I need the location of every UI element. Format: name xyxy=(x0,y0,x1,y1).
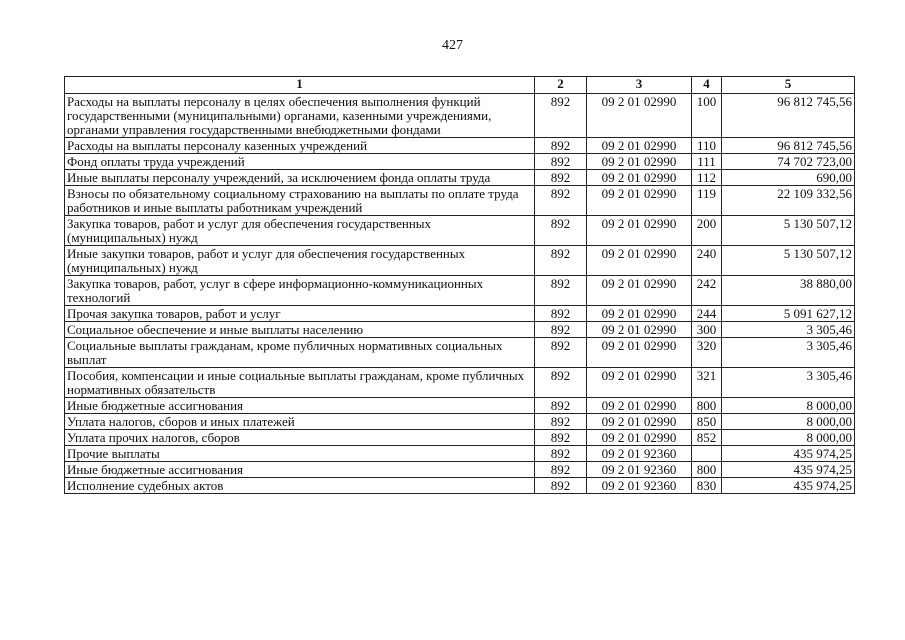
cell-amount: 38 880,00 xyxy=(722,276,855,306)
cell-name: Расходы на выплаты персоналу казенных учреждений xyxy=(65,138,535,154)
column-header-1: 1 xyxy=(65,77,535,94)
cell-code: 892 xyxy=(535,446,587,462)
table-row xyxy=(65,186,855,216)
table-row xyxy=(65,414,855,430)
cell-amount: 435 974,25 xyxy=(722,478,855,494)
cell-name: Уплата прочих налогов, сборов xyxy=(65,430,535,446)
cell-amount: 74 702 723,00 xyxy=(722,154,855,170)
table-row xyxy=(65,446,855,462)
cell-amount: 3 305,46 xyxy=(722,322,855,338)
cell-type-code: 321 xyxy=(692,368,722,398)
cell-section-code: 09 2 01 02990 xyxy=(587,414,692,430)
cell-code: 892 xyxy=(535,94,587,138)
cell-amount: 435 974,25 xyxy=(722,462,855,478)
cell-type-code: 300 xyxy=(692,322,722,338)
cell-name: Уплата налогов, сборов и иных платежей xyxy=(65,414,535,430)
cell-code: 892 xyxy=(535,430,587,446)
cell-type-code: 240 xyxy=(692,246,722,276)
cell-type-code: 119 xyxy=(692,186,722,216)
table-row xyxy=(65,322,855,338)
cell-code: 892 xyxy=(535,414,587,430)
cell-amount: 435 974,25 xyxy=(722,446,855,462)
cell-type-code: 800 xyxy=(692,398,722,414)
cell-section-code: 09 2 01 02990 xyxy=(587,138,692,154)
cell-amount: 96 812 745,56 xyxy=(722,138,855,154)
cell-amount: 8 000,00 xyxy=(722,414,855,430)
cell-name: Взносы по обязательному социальному страхованию на выплаты по оплате труда работников и иные выплаты работникам учреждений xyxy=(65,186,535,216)
cell-type-code: 852 xyxy=(692,430,722,446)
table-row xyxy=(65,462,855,478)
cell-code: 892 xyxy=(535,170,587,186)
cell-name: Прочая закупка товаров, работ и услуг xyxy=(65,306,535,322)
cell-amount: 96 812 745,56 xyxy=(722,94,855,138)
cell-amount: 5 091 627,12 xyxy=(722,306,855,322)
table-row xyxy=(65,430,855,446)
cell-type-code: 200 xyxy=(692,216,722,246)
cell-code: 892 xyxy=(535,462,587,478)
cell-section-code: 09 2 01 02990 xyxy=(587,186,692,216)
cell-name: Социальное обеспечение и иные выплаты населению xyxy=(65,322,535,338)
page-number: 427 xyxy=(442,38,463,53)
table-row xyxy=(65,338,855,368)
cell-name: Иные выплаты персоналу учреждений, за исключением фонда оплаты труда xyxy=(65,170,535,186)
cell-type-code: 100 xyxy=(692,94,722,138)
budget-table xyxy=(64,76,855,494)
cell-section-code: 09 2 01 92360 xyxy=(587,478,692,494)
cell-section-code: 09 2 01 02990 xyxy=(587,368,692,398)
cell-section-code: 09 2 01 02990 xyxy=(587,276,692,306)
cell-code: 892 xyxy=(535,368,587,398)
cell-code: 892 xyxy=(535,398,587,414)
column-header-5: 5 xyxy=(722,77,855,94)
table-row xyxy=(65,398,855,414)
cell-section-code: 09 2 01 02990 xyxy=(587,154,692,170)
cell-section-code: 09 2 01 92360 xyxy=(587,462,692,478)
table-row xyxy=(65,276,855,306)
cell-type-code: 112 xyxy=(692,170,722,186)
cell-name: Социальные выплаты гражданам, кроме публичных нормативных социальных выплат xyxy=(65,338,535,368)
table-header-row xyxy=(65,77,855,94)
cell-code: 892 xyxy=(535,138,587,154)
cell-section-code: 09 2 01 02990 xyxy=(587,398,692,414)
cell-amount: 3 305,46 xyxy=(722,338,855,368)
cell-amount: 5 130 507,12 xyxy=(722,246,855,276)
table-row xyxy=(65,94,855,138)
cell-section-code: 09 2 01 02990 xyxy=(587,94,692,138)
cell-code: 892 xyxy=(535,154,587,170)
cell-code: 892 xyxy=(535,322,587,338)
table-row xyxy=(65,138,855,154)
cell-name: Иные бюджетные ассигнования xyxy=(65,462,535,478)
column-header-3: 3 xyxy=(587,77,692,94)
cell-amount: 8 000,00 xyxy=(722,398,855,414)
cell-name: Исполнение судебных актов xyxy=(65,478,535,494)
cell-name: Прочие выплаты xyxy=(65,446,535,462)
cell-code: 892 xyxy=(535,478,587,494)
cell-code: 892 xyxy=(535,338,587,368)
cell-amount: 3 305,46 xyxy=(722,368,855,398)
cell-section-code: 09 2 01 02990 xyxy=(587,430,692,446)
cell-name: Расходы на выплаты персоналу в целях обеспечения выполнения функций государственными (муниципальными) органами, казенными учреждениями, органами управления государственными внебюджетными фондами xyxy=(65,94,535,138)
table-row xyxy=(65,306,855,322)
cell-type-code: 110 xyxy=(692,138,722,154)
cell-name: Пособия, компенсации и иные социальные выплаты гражданам, кроме публичных нормативных обязательств xyxy=(65,368,535,398)
cell-section-code: 09 2 01 02990 xyxy=(587,306,692,322)
cell-type-code: 320 xyxy=(692,338,722,368)
column-header-4: 4 xyxy=(692,77,722,94)
cell-name: Закупка товаров, работ, услуг в сфере информационно-коммуникационных технологий xyxy=(65,276,535,306)
table-row xyxy=(65,216,855,246)
cell-amount: 8 000,00 xyxy=(722,430,855,446)
cell-section-code: 09 2 01 02990 xyxy=(587,322,692,338)
cell-code: 892 xyxy=(535,216,587,246)
cell-amount: 5 130 507,12 xyxy=(722,216,855,246)
cell-amount: 22 109 332,56 xyxy=(722,186,855,216)
cell-type-code xyxy=(692,446,722,462)
table-body xyxy=(65,94,855,494)
cell-type-code: 850 xyxy=(692,414,722,430)
cell-code: 892 xyxy=(535,306,587,322)
cell-type-code: 830 xyxy=(692,478,722,494)
table-row xyxy=(65,246,855,276)
cell-code: 892 xyxy=(535,246,587,276)
cell-section-code: 09 2 01 02990 xyxy=(587,246,692,276)
cell-name: Фонд оплаты труда учреждений xyxy=(65,154,535,170)
cell-section-code: 09 2 01 02990 xyxy=(587,170,692,186)
cell-name: Иные закупки товаров, работ и услуг для обеспечения государственных (муниципальных) нужд xyxy=(65,246,535,276)
cell-section-code: 09 2 01 92360 xyxy=(587,446,692,462)
cell-name: Иные бюджетные ассигнования xyxy=(65,398,535,414)
cell-name: Закупка товаров, работ и услуг для обеспечения государственных (муниципальных) нужд xyxy=(65,216,535,246)
cell-code: 892 xyxy=(535,276,587,306)
cell-type-code: 800 xyxy=(692,462,722,478)
table-row xyxy=(65,478,855,494)
cell-code: 892 xyxy=(535,186,587,216)
cell-type-code: 244 xyxy=(692,306,722,322)
table-row xyxy=(65,170,855,186)
cell-section-code: 09 2 01 02990 xyxy=(587,216,692,246)
cell-type-code: 111 xyxy=(692,154,722,170)
table-row xyxy=(65,154,855,170)
cell-section-code: 09 2 01 02990 xyxy=(587,338,692,368)
column-header-2: 2 xyxy=(535,77,587,94)
table-row xyxy=(65,368,855,398)
cell-amount: 690,00 xyxy=(722,170,855,186)
cell-type-code: 242 xyxy=(692,276,722,306)
